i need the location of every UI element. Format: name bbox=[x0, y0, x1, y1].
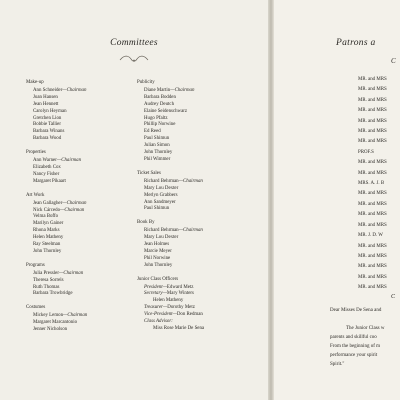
committee-member bbox=[137, 88, 257, 95]
committee-member bbox=[137, 312, 257, 319]
paragraph-line: From the beginning of m bbox=[330, 344, 380, 350]
role-dash: — bbox=[178, 178, 183, 184]
committee-member bbox=[137, 193, 257, 200]
committee-member bbox=[26, 136, 126, 143]
member-role: Chairman bbox=[174, 87, 195, 93]
letter-paragraph bbox=[330, 324, 400, 369]
committee-member bbox=[26, 313, 126, 320]
patron-entry: MR. and MRS bbox=[358, 129, 387, 135]
committee-heading: Properties bbox=[26, 150, 46, 156]
committee-member bbox=[137, 249, 257, 256]
member-role: President bbox=[144, 284, 163, 290]
committee-member bbox=[26, 271, 126, 278]
committee-member bbox=[137, 263, 257, 270]
member-name: Don Redman bbox=[176, 312, 203, 318]
role-dash: — bbox=[162, 284, 167, 290]
committee-group bbox=[137, 220, 257, 269]
committee-member bbox=[26, 327, 126, 334]
member-name: Jean Hennett bbox=[33, 101, 59, 107]
member-name: Carolyn Heyman bbox=[33, 108, 67, 114]
committee-member bbox=[26, 285, 126, 292]
committee-member bbox=[26, 242, 126, 249]
member-name: Jenner Nicholson bbox=[33, 327, 68, 333]
committee-member bbox=[26, 249, 126, 256]
member-name: Jean Gallagher bbox=[33, 200, 63, 206]
member-name: Paul Shimun bbox=[144, 136, 170, 142]
committee-member bbox=[137, 136, 257, 143]
member-name: Bobbie Tallier bbox=[33, 122, 61, 128]
committee-member bbox=[26, 165, 126, 172]
committee-member bbox=[137, 228, 257, 235]
member-name: Phillip Norwine bbox=[144, 122, 176, 128]
role-dash: — bbox=[162, 291, 167, 297]
committee-member bbox=[26, 102, 126, 109]
paragraph-line: performance your spirit bbox=[330, 353, 378, 359]
committee-member bbox=[137, 95, 257, 102]
member-name: Jean Holmes bbox=[144, 242, 170, 248]
member-name: Mary Lou Dexter bbox=[144, 185, 179, 191]
committee-group bbox=[137, 277, 257, 333]
member-name: Ann Warner bbox=[33, 158, 57, 164]
patron-entry: MR. and MRS bbox=[358, 285, 387, 291]
member-name: Hugo Pfaltz bbox=[144, 115, 168, 121]
role-dash: — bbox=[170, 87, 175, 93]
committee-group bbox=[137, 171, 257, 213]
committee-group bbox=[26, 80, 126, 143]
committee-member bbox=[26, 201, 126, 208]
committee-member bbox=[26, 320, 126, 327]
role-dash: — bbox=[62, 200, 67, 206]
patron-entry: MR. and MRS bbox=[358, 274, 387, 280]
member-name: Julian Simon bbox=[144, 143, 170, 149]
committee-member bbox=[26, 109, 126, 116]
patron-entry: MR. and MRS bbox=[358, 222, 387, 228]
patron-entry: MR. and MRS bbox=[358, 77, 387, 82]
member-name: Mickey Lemon bbox=[33, 313, 64, 319]
member-name: Miss Rose Marie De Sena bbox=[153, 326, 205, 331]
paragraph-line: The Junior Class w bbox=[346, 326, 385, 331]
committee-member bbox=[26, 214, 126, 221]
member-name: Ray Steelman bbox=[33, 242, 61, 248]
member-role: Vice-President bbox=[144, 312, 173, 318]
member-name: Barbara Trowbridge bbox=[33, 291, 73, 297]
member-name: Richard Behrman bbox=[144, 228, 179, 234]
member-name: John Thornley bbox=[144, 150, 173, 156]
member-name: Rhona Marks bbox=[33, 228, 60, 234]
member-role: Chairman bbox=[63, 270, 84, 276]
patron-entry: MR. and MRS bbox=[358, 170, 387, 176]
member-name: Diane Martin bbox=[144, 87, 171, 93]
member-name: Marilyn Gainer bbox=[33, 221, 64, 227]
committee-member bbox=[137, 179, 257, 186]
role-dash: — bbox=[62, 87, 67, 93]
member-name: Barbara Winans bbox=[33, 129, 65, 135]
committee-heading: Publicity bbox=[137, 80, 155, 85]
committee-member bbox=[26, 116, 126, 123]
member-name: Edward Metz bbox=[166, 284, 194, 290]
role-dash: — bbox=[172, 312, 177, 318]
committee-member bbox=[137, 326, 257, 333]
patron-entry: MR. and MRS bbox=[358, 97, 387, 103]
member-name: Dorothy Metz bbox=[167, 305, 195, 311]
committee-member bbox=[137, 129, 257, 136]
patron-entry: MR. J. D. W bbox=[358, 233, 383, 239]
flourish-ornament bbox=[118, 54, 150, 64]
section-mark: C bbox=[391, 57, 396, 65]
role-dash: — bbox=[63, 313, 68, 319]
committee-heading: Book By bbox=[137, 220, 155, 226]
member-name: Phil Norwine bbox=[144, 255, 171, 261]
member-name: Julia Pressler bbox=[33, 270, 59, 276]
committee-member bbox=[137, 298, 257, 305]
member-name: Barbara Bodden bbox=[144, 94, 176, 100]
committee-member bbox=[26, 158, 126, 165]
patron-entry: MR. and MRS bbox=[358, 87, 387, 93]
committee-group bbox=[26, 263, 126, 299]
member-name: Ed Reed bbox=[144, 129, 161, 135]
patron-entry: MR. and MRS bbox=[358, 160, 387, 166]
committee-member bbox=[137, 143, 257, 150]
member-name: Elaine Seidenschwarz bbox=[144, 108, 188, 114]
committee-member bbox=[137, 285, 257, 292]
closing-mark: C bbox=[391, 294, 396, 300]
committee-member bbox=[26, 278, 126, 285]
role-dash: — bbox=[60, 207, 65, 213]
patron-entry: MR. and MRS bbox=[358, 253, 387, 259]
committee-member bbox=[26, 291, 126, 298]
committee-member bbox=[137, 305, 257, 312]
member-name: Helen Matheny bbox=[153, 298, 184, 304]
committee-member bbox=[26, 129, 126, 136]
member-role: Secretary bbox=[144, 291, 163, 297]
committee-heading: Programs bbox=[26, 262, 45, 268]
committee-group bbox=[26, 150, 126, 186]
member-role: Chairman bbox=[66, 87, 87, 93]
member-name: John Thornley bbox=[144, 262, 173, 268]
patron-entry: MR. and MRS bbox=[358, 108, 387, 114]
committee-member bbox=[137, 200, 257, 207]
member-name: Marcie Meyer bbox=[144, 248, 172, 254]
member-name: Merlyn Grabbers bbox=[144, 192, 178, 198]
patrons-title: Patrons a bbox=[336, 38, 376, 48]
committee-member bbox=[26, 179, 126, 186]
member-name: Mary Winters bbox=[166, 291, 194, 297]
patron-list bbox=[358, 75, 387, 294]
patron-entry: MRS. A. J. B bbox=[358, 181, 385, 187]
member-role: Chairman bbox=[66, 200, 87, 206]
patron-entry: PROF.S bbox=[358, 149, 374, 155]
member-name: Margaret Marcantonio bbox=[33, 320, 78, 326]
committee-member bbox=[137, 319, 257, 326]
member-role: Chairman bbox=[67, 313, 88, 319]
member-name: Mary Lou Dexter bbox=[144, 235, 179, 241]
member-name: John Thornley bbox=[33, 248, 62, 254]
committee-member bbox=[26, 228, 126, 235]
patron-entry: MR. and MRS bbox=[358, 118, 387, 124]
member-name: Audrey Deutch bbox=[144, 101, 175, 107]
member-name: Nancy Fisher bbox=[33, 171, 60, 177]
member-name: Barbara Wood bbox=[33, 136, 62, 142]
member-name: Helen Matheny bbox=[33, 235, 64, 241]
patron-entry: MR. and MRS bbox=[358, 191, 387, 197]
committee-group bbox=[137, 80, 257, 164]
committee-member bbox=[26, 235, 126, 242]
committee-member bbox=[26, 172, 126, 179]
member-name: Ann Sandmeyer bbox=[144, 199, 176, 205]
committee-member bbox=[137, 150, 257, 157]
committee-member bbox=[137, 186, 257, 193]
paragraph-line: Spirit." bbox=[330, 362, 345, 368]
member-role: Chairman bbox=[64, 207, 85, 213]
role-dash: — bbox=[162, 305, 168, 311]
role-dash: — bbox=[58, 270, 64, 276]
letter-salutation: Dear Misses De Sena and bbox=[330, 308, 382, 313]
member-name: Ruth Thomas bbox=[33, 284, 60, 290]
member-role: Chairman bbox=[183, 178, 203, 184]
member-role: Chairman bbox=[183, 228, 203, 234]
member-name: Nick Cárcedo bbox=[33, 207, 61, 213]
committee-heading: Art Work bbox=[26, 192, 45, 198]
committee-member bbox=[26, 221, 126, 228]
member-name: Phil Wimmer bbox=[144, 156, 171, 162]
patron-entry: MR. and MRS bbox=[358, 264, 387, 270]
member-role: Chairman bbox=[61, 158, 82, 164]
member-role: Treasurer bbox=[144, 305, 163, 311]
committee-heading: Make-up bbox=[26, 80, 44, 85]
committee-member bbox=[137, 206, 257, 213]
committee-member bbox=[137, 116, 257, 123]
member-role: Class Advisor bbox=[144, 319, 172, 325]
member-name: Joan Hansen bbox=[33, 94, 58, 100]
committee-member bbox=[137, 157, 257, 164]
patron-entry: MR. and MRS bbox=[358, 212, 387, 218]
page-title: Committees bbox=[110, 38, 158, 48]
committee-member bbox=[137, 235, 257, 242]
committee-member bbox=[137, 122, 257, 129]
committee-member bbox=[26, 208, 126, 215]
role-dash: — bbox=[178, 228, 183, 234]
committee-member bbox=[137, 256, 257, 263]
committee-group bbox=[26, 305, 126, 334]
patron-entry: MR. and MRS bbox=[358, 243, 387, 249]
committee-heading: Ticket Sales bbox=[137, 170, 161, 176]
member-name: Margaret Pikaart bbox=[33, 178, 66, 184]
member-name: Elizabeth Cox bbox=[33, 164, 61, 170]
committee-member bbox=[26, 122, 126, 129]
committee-column-right bbox=[137, 80, 257, 340]
member-name: Velma Boffo bbox=[33, 214, 59, 220]
committee-heading: Junior Class Officers bbox=[137, 276, 179, 282]
patrons-page bbox=[274, 0, 400, 400]
committee-member bbox=[137, 102, 257, 109]
committee-member bbox=[137, 109, 257, 116]
member-name: Richard Behrman bbox=[144, 178, 179, 184]
committee-heading: Costumes bbox=[26, 305, 46, 311]
committee-member bbox=[137, 291, 257, 298]
committee-member bbox=[26, 88, 126, 95]
committee-column-left bbox=[26, 80, 126, 341]
role-colon: : bbox=[171, 319, 173, 325]
member-name: Theresa Sorrels bbox=[33, 277, 64, 283]
member-name: Gretchen Lion bbox=[33, 115, 62, 121]
committee-group bbox=[26, 193, 126, 256]
role-dash: — bbox=[56, 158, 62, 164]
committee-member bbox=[26, 95, 126, 102]
committee-member bbox=[137, 242, 257, 249]
member-name: Paul Shimun bbox=[144, 206, 170, 212]
patron-entry: MR. and MRS bbox=[358, 139, 387, 145]
paragraph-line: parents and skillful coo bbox=[330, 335, 377, 341]
member-name: Ann Schneider bbox=[33, 87, 63, 93]
patron-entry: MR. and MRS bbox=[358, 201, 387, 207]
